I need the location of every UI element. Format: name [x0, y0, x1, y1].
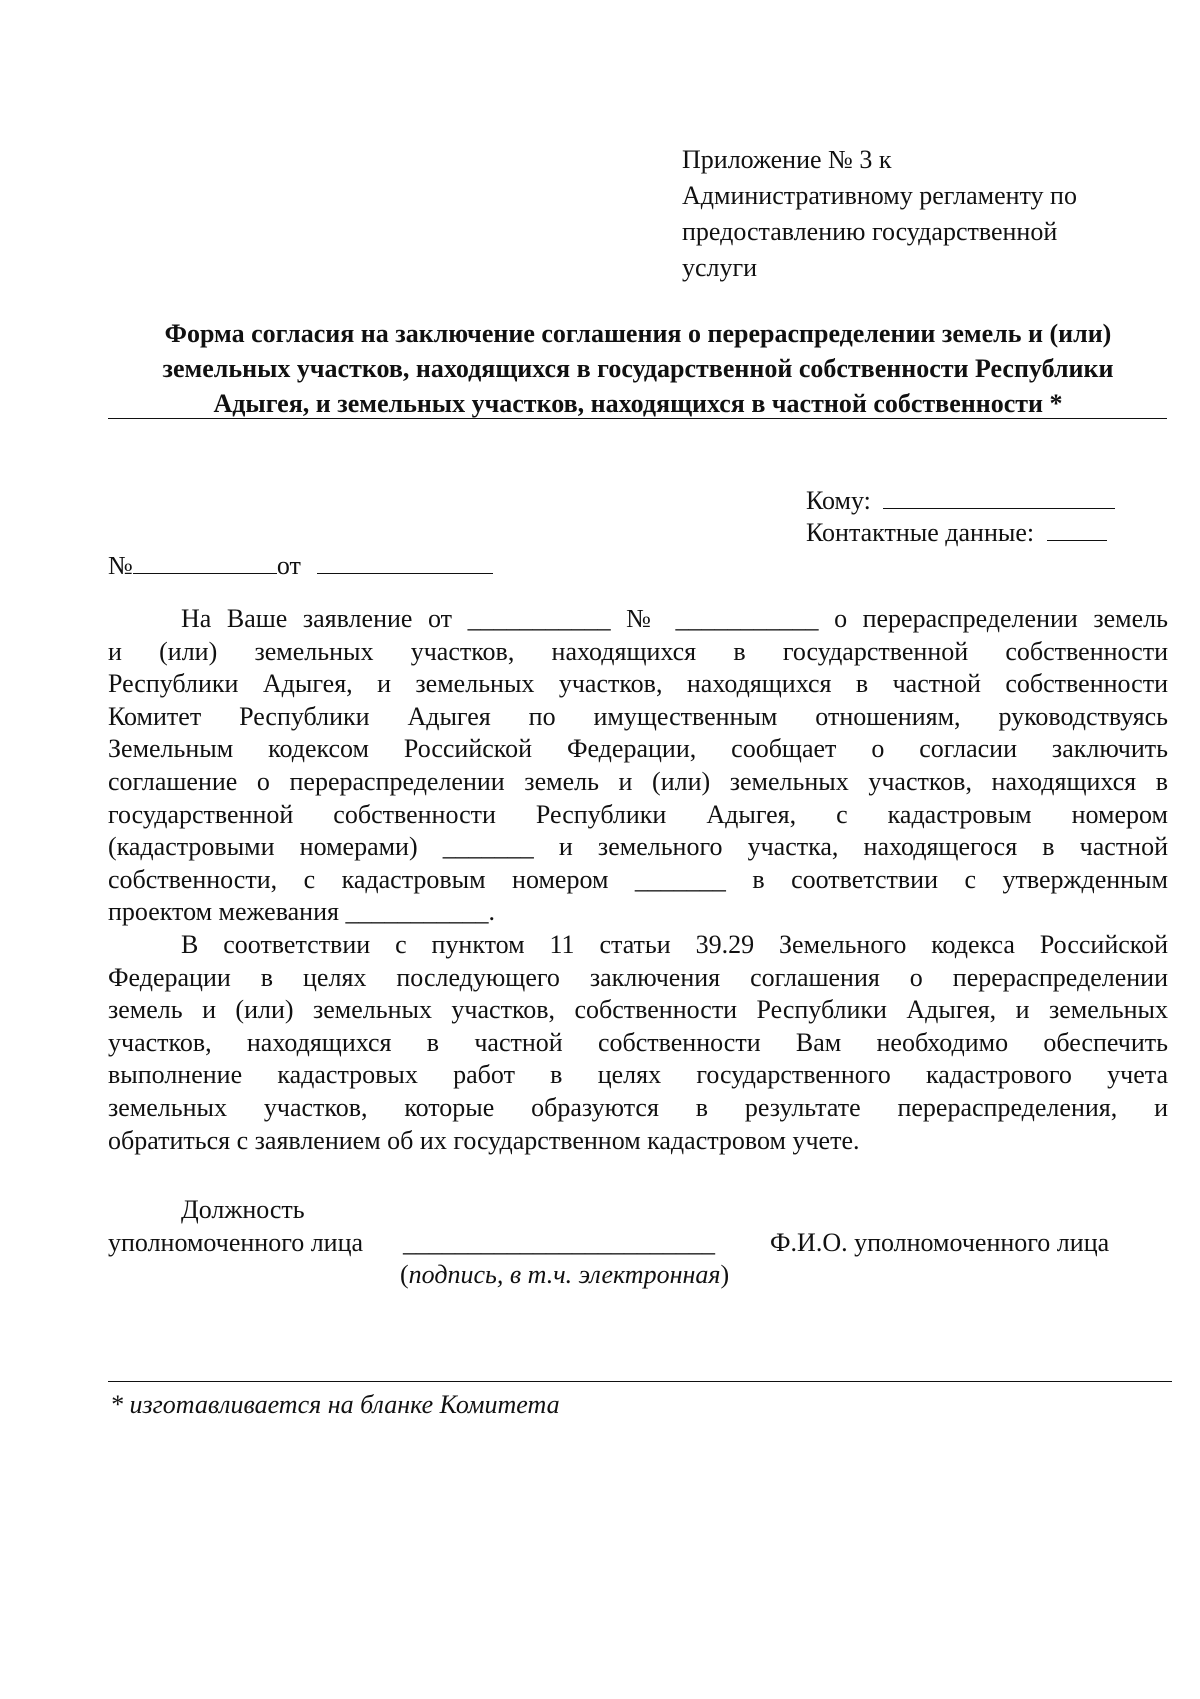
doc-number-field[interactable]: [133, 553, 277, 574]
text: проектом межевания: [108, 897, 339, 927]
text: ): [720, 1260, 730, 1289]
text: о перераспределении земель: [834, 604, 1168, 633]
doc-date-field[interactable]: [317, 553, 493, 574]
paragraph-line: [108, 603, 1168, 636]
paragraph-line: Федерации в целях последующего заключения соглашения о перераспределении: [108, 962, 1168, 992]
recipient-contacts-label: Контактные данные:: [806, 518, 1035, 547]
text: и земельного участка, находящегося в частной: [558, 832, 1169, 862]
recipient-contacts: [806, 518, 1107, 548]
text: подпись, в т.ч. электронная: [408, 1260, 721, 1289]
text: (: [400, 1260, 409, 1289]
cadastral-numbers-blank[interactable]: _______: [442, 832, 534, 862]
paragraph-line: Комитет Республики Адыгея по имущественным отношениям, руководствуясь: [108, 701, 1168, 731]
signature-field[interactable]: ________________________: [403, 1228, 715, 1257]
text: в соответствии с утвержденным: [752, 864, 1168, 894]
recipient-contacts-field[interactable]: [1047, 520, 1107, 541]
text: .: [488, 897, 495, 927]
document-title: [108, 316, 1168, 421]
signature-position-line1: Должность: [181, 1195, 305, 1224]
annex-line: Приложение № 3 к: [682, 145, 892, 174]
recipient-to-label: Кому:: [806, 486, 871, 515]
survey-project-blank[interactable]: ___________: [345, 897, 489, 927]
paragraph-line: Республики Адыгея, и земельных участков, находящихся в частной собственности: [108, 669, 1168, 699]
paragraph-line: [108, 831, 1168, 864]
paragraph-line: соглашение о перераспределении земель и (или) земельных участков, находящихся в: [108, 766, 1168, 796]
doc-date-label: от: [276, 551, 301, 580]
paragraph-line: [108, 864, 1168, 897]
paragraph-line: участков, находящихся в частной собственности Вам необходимо обеспечить: [108, 1027, 1168, 1057]
recipient-to-field[interactable]: [883, 488, 1115, 509]
annex-line: услуги: [682, 253, 758, 282]
text: №: [626, 604, 660, 633]
paragraph-line: В соответствии с пунктом 11 статьи 39.29 Земельного кодекса Российской: [181, 930, 1168, 959]
title-line: земельных участков, находящихся в государственной собственности Республики: [162, 354, 1114, 383]
paragraph-line: земельных участков, которые образуются в результате перераспределения, и: [108, 1092, 1168, 1122]
title-line: Адыгея, и земельных участков, находящихся в частной собственности *: [213, 389, 1063, 418]
paragraph-line: государственной собственности Республики Адыгея, с кадастровым номером: [108, 799, 1168, 829]
paragraph-line: земель и (или) земельных участков, собственности Республики Адыгея, и земельных: [108, 995, 1168, 1025]
text: На Ваше заявление от: [181, 604, 453, 633]
footnote: * изготавливается на бланке Комитета: [110, 1390, 560, 1419]
doc-number-date: [108, 551, 493, 581]
signatory-name: Ф.И.О. уполномоченного лица: [770, 1228, 1110, 1257]
footnote-divider: [108, 1381, 1172, 1382]
paragraph-line: обратиться с заявлением об их государственном кадастровом учете.: [108, 1125, 860, 1155]
recipient-to: [806, 486, 1115, 516]
signature-position-line2: уполномоченного лица: [108, 1228, 364, 1257]
annex-header: [682, 142, 1077, 286]
paragraph-line: [108, 896, 1168, 929]
title-line: Форма согласия на заключение соглашения о перераспределении земель и (или): [164, 319, 1112, 348]
title-divider: [108, 418, 1167, 419]
annex-line: Административному регламенту по: [682, 181, 1077, 210]
body-paragraph-1: [108, 603, 1168, 929]
annex-line: предоставлению государственной: [682, 217, 1058, 246]
text: собственности, с кадастровым номером: [108, 864, 609, 894]
paragraph-line: и (или) земельных участков, находящихся в государственной собственности: [108, 636, 1168, 666]
cadastral-number-blank[interactable]: _______: [634, 864, 726, 894]
text: (кадастровыми номерами): [108, 832, 418, 862]
body-paragraph-2: [108, 929, 1168, 1157]
paragraph-line: выполнение кадастровых работ в целях государственного кадастрового учета: [108, 1060, 1168, 1090]
doc-number-label: №: [108, 551, 133, 580]
paragraph-line: Земельным кодексом Российской Федерации, сообщает о согласии заключить: [108, 734, 1168, 764]
application-number-blank[interactable]: ___________: [675, 604, 819, 633]
signature-hint: [400, 1260, 729, 1290]
application-date-blank[interactable]: ___________: [467, 604, 611, 633]
